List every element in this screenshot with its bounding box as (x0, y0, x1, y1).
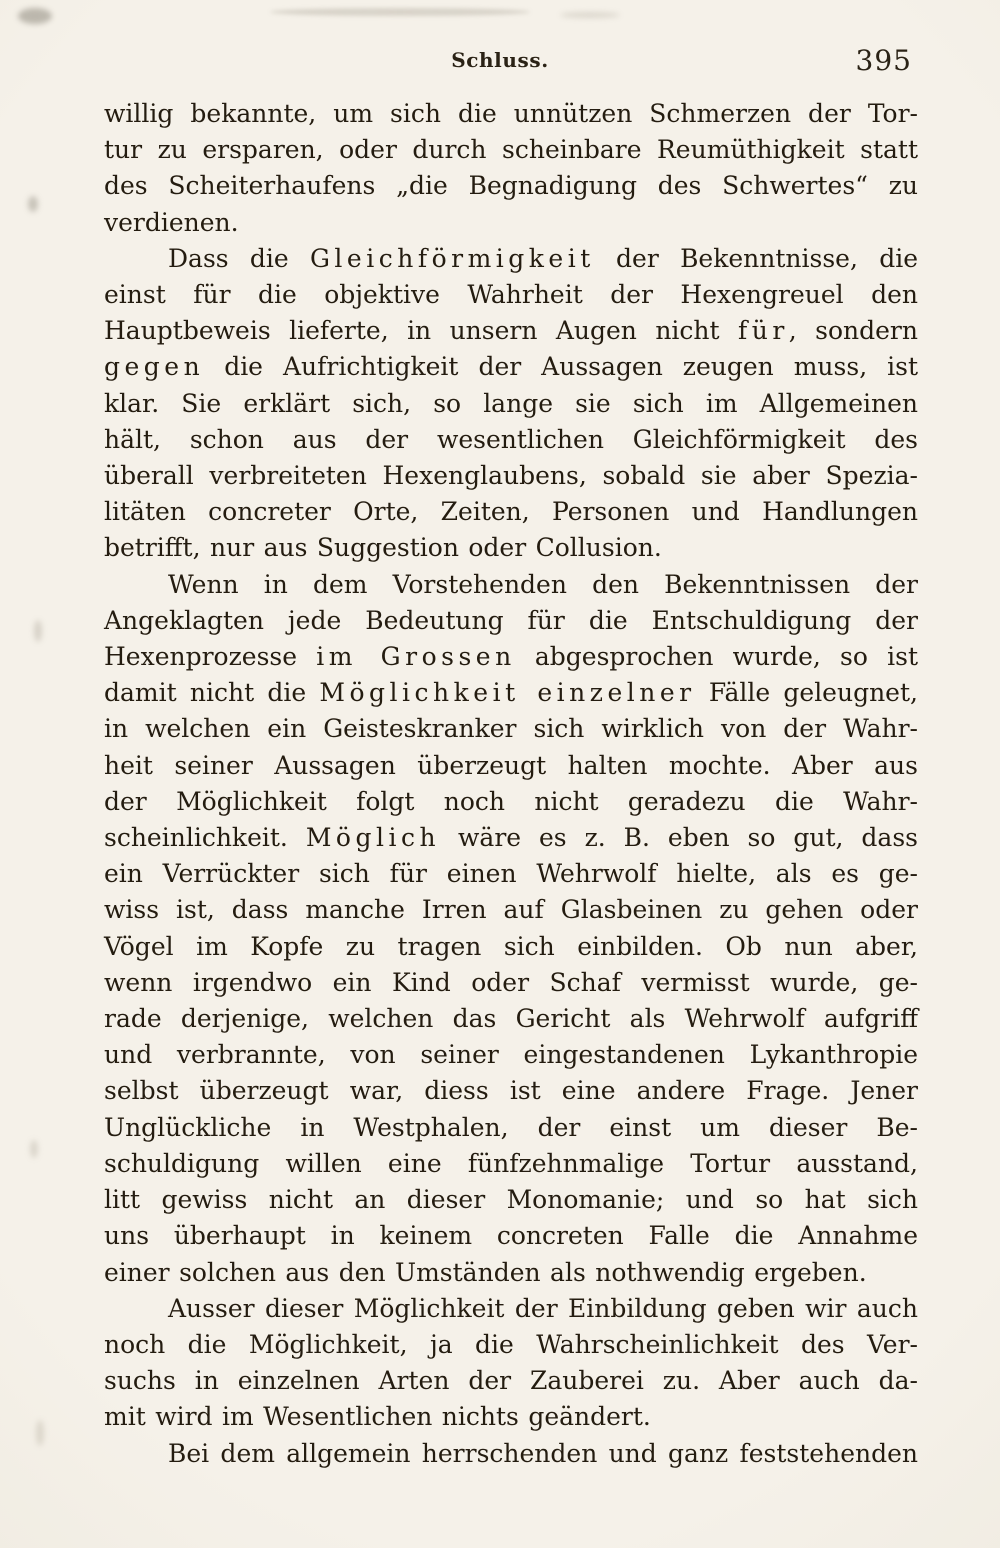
text-line: willig bekannte, um sich die unnützen Schmerzen der Tor- (104, 99, 918, 128)
text-line: suchs in einzelnen Arten der Zauberei zu. Aber auch da- (104, 1366, 918, 1396)
text-line: einer solchen aus den Umständen als nothwendig ergeben. (104, 1257, 867, 1287)
text-line: in welchen ein Geisteskranker sich wirklich von der Wahr- (104, 714, 918, 744)
text-line: der Möglichkeit folgt noch nicht geradezu die Wahr- (104, 786, 918, 816)
text-line: überall verbreiteten Hexenglaubens, sobald sie aber Spezia- (104, 461, 918, 491)
text-line: selbst überzeugt war, diess ist eine andere Frage. Jener (104, 1076, 918, 1106)
text-line: wenn irgendwo ein Kind oder Schaf vermisst wurde, ge- (104, 967, 918, 997)
text-line: Vögel im Kopfe zu tragen sich einbilden. Ob nun aber, (104, 931, 918, 961)
text-line: klar. Sie erklärt sich, so lange sie sich im Allgemeinen (104, 388, 918, 418)
text-line: verdienen. (104, 207, 239, 237)
scan-artifact (28, 196, 38, 212)
text-line: Hauptbeweis lieferte, in unsern Augen nicht für, sondern (104, 316, 918, 346)
text-line: Unglückliche in Westphalen, der einst um dieser Be- (104, 1112, 918, 1142)
text-line: uns überhaupt in keinem concreten Falle die Annahme (104, 1221, 918, 1251)
page-number: 395 (855, 44, 912, 77)
text-line: heit seiner Aussagen überzeugt halten mochte. Aber aus (104, 750, 918, 780)
text-line: betrifft, nur aus Suggestion oder Collusion. (104, 533, 662, 563)
emphasized-text: Möglich (305, 823, 441, 853)
emphasized-text: für (737, 316, 789, 346)
scan-artifact (560, 12, 620, 18)
scan-artifact (30, 1140, 38, 1158)
scan-artifact (270, 8, 530, 16)
text-line: des Scheiterhaufens „die Begnadigung des Schwertes“ zu (104, 171, 918, 201)
text-line: noch die Möglichkeit, ja die Wahrscheinlichkeit des Ver- (104, 1329, 918, 1359)
text-line: Bei dem allgemein herrschenden und ganz feststehenden (168, 1438, 918, 1468)
text-line: litäten concreter Orte, Zeiten, Personen und Handlungen (104, 497, 918, 527)
text-line: tur zu ersparen, oder durch scheinbare Reumüthigkeit statt (104, 135, 918, 165)
text-line: Wenn in dem Vorstehenden den Bekenntnissen der (168, 569, 918, 599)
text-line: litt gewiss nicht an dieser Monomanie; und so hat sich (104, 1185, 918, 1215)
scan-artifact (18, 8, 52, 24)
body-text (104, 96, 918, 1472)
text-line: schuldigung willen eine fünfzehnmalige Tortur ausstand, (104, 1148, 918, 1178)
text-line: hält, schon aus der wesentlichen Gleichförmigkeit des (104, 424, 918, 454)
text-line: Ausser dieser Möglichkeit der Einbildung geben wir auch (168, 1293, 918, 1323)
text-line: damit nicht die Möglichkeit einzelner Fälle geleugnet, (104, 678, 918, 708)
scan-artifact (34, 620, 42, 642)
text-line: Dass die Gleichförmigkeit der Bekenntnisse, die (168, 243, 918, 273)
text-line: und verbrannte, von seiner eingestandenen Lykanthropie (104, 1040, 918, 1070)
emphasized-text: gegen (104, 352, 205, 382)
text-line: mit wird im Wesentlichen nichts geändert. (104, 1402, 651, 1432)
emphasized-text: Möglichkeit einzelner (319, 678, 696, 708)
emphasized-text: im Grossen (316, 642, 516, 672)
text-line: Hexenprozesse im Grossen abgesprochen wurde, so ist (104, 642, 918, 672)
text-line: gegen die Aufrichtigkeit der Aussagen zeugen muss, ist (104, 352, 918, 382)
chapter-title: Schluss. (451, 48, 549, 72)
running-head (0, 44, 1000, 84)
text-line: rade derjenige, welchen das Gericht als Wehrwolf aufgriff (104, 1004, 918, 1034)
emphasized-text: Gleichförmigkeit (309, 243, 595, 273)
scan-artifact (36, 1420, 44, 1446)
text-line: einst für die objektive Wahrheit der Hexengreuel den (104, 280, 918, 310)
text-line: Angeklagten jede Bedeutung für die Entschuldigung der (104, 605, 918, 635)
text-line: wiss ist, dass manche Irren auf Glasbeinen zu gehen oder (104, 895, 918, 925)
text-line: scheinlichkeit. Möglich wäre es z. B. eben so gut, dass (104, 823, 919, 853)
text-line: ein Verrückter sich für einen Wehrwolf hielte, als es ge- (104, 859, 918, 889)
